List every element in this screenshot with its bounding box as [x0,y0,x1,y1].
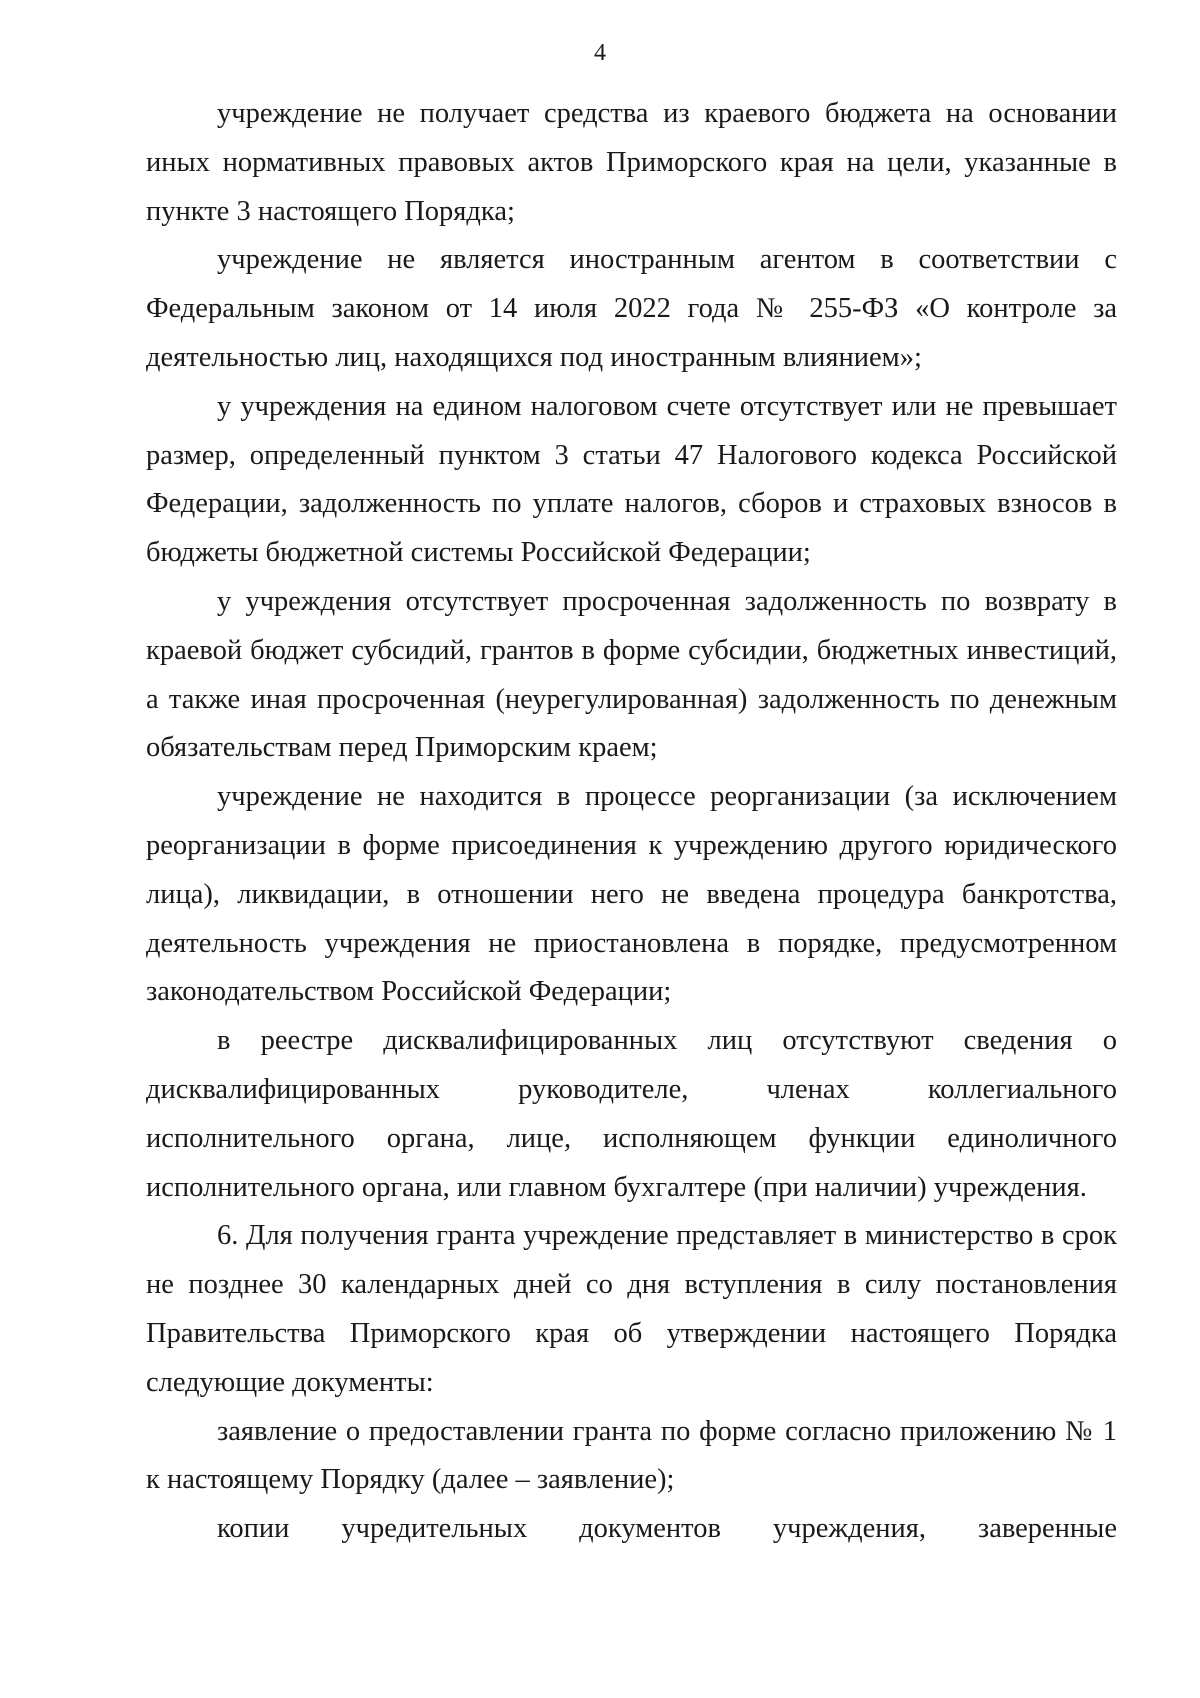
page-number: 4 [594,40,606,66]
paragraph-no-tax-debt: у учреждения на едином налоговом счете отсутствует или не превышает размер, определенный пунктом 3 статьи 47 Налогового кодекса Российской Федерации, задолженность по уплате налогов, сборов и страховых взносов в бюджеты бюджетной системы Российской Федерации; [146,390,1117,569]
paragraph-application-form: заявление о предоставлении гранта по форме согласно приложению № 1 к настоящему Порядку (далее – заявление); [146,1415,1117,1496]
paragraph-no-reorganization: учреждение не находится в процессе реорганизации (за исключением реорганизации в форме присоединения к учреждению другого юридического лица), ликвидации, в отношении него не введена процедура банкротства, деятельность учреждения не приостановлена в порядке, предусмотренном законодательством Российской Федерации; [146,781,1117,1008]
paragraph-no-disqualified-persons: в реестре дисквалифицированных лиц отсутствуют сведения о дисквалифицированных руководителе, членах коллегиального исполнительного органа, лице, исполняющем функции единоличного исполнительного органа, или главном бухгалтере (при наличии) учреждения. [146,1025,1117,1203]
document-body [146,90,1117,1554]
paragraph-not-foreign-agent: учреждение не является иностранным агентом в соответствии с Федеральным законом от 14 июля 2022 года № 255-ФЗ «О контроле за деятельностью лиц, находящихся под иностранным влиянием»; [146,244,1117,373]
paragraph-constituent-documents: копии учредительных документов учреждения, заверенные [217,1513,1117,1545]
paragraph-no-other-funds: учреждение не получает средства из краевого бюджета на основании иных нормативных правовых актов Приморского края на цели, указанные в пункте 3 настоящего Порядка; [146,98,1117,227]
paragraph-section-6-documents: 6. Для получения гранта учреждение представляет в министерство в срок не позднее 30 календарных дней со дня вступления в силу постановления Правительства Приморского края об утверждении настоящего Порядка следующие документы: [146,1220,1117,1398]
paragraph-no-overdue-debt: у учреждения отсутствует просроченная задолженность по возврату в краевой бюджет субсидий, грантов в форме субсидии, бюджетных инвестиций, а также иная просроченная (неурегулированная) задолженность по денежным обязательствам перед Приморским краем; [146,585,1117,764]
